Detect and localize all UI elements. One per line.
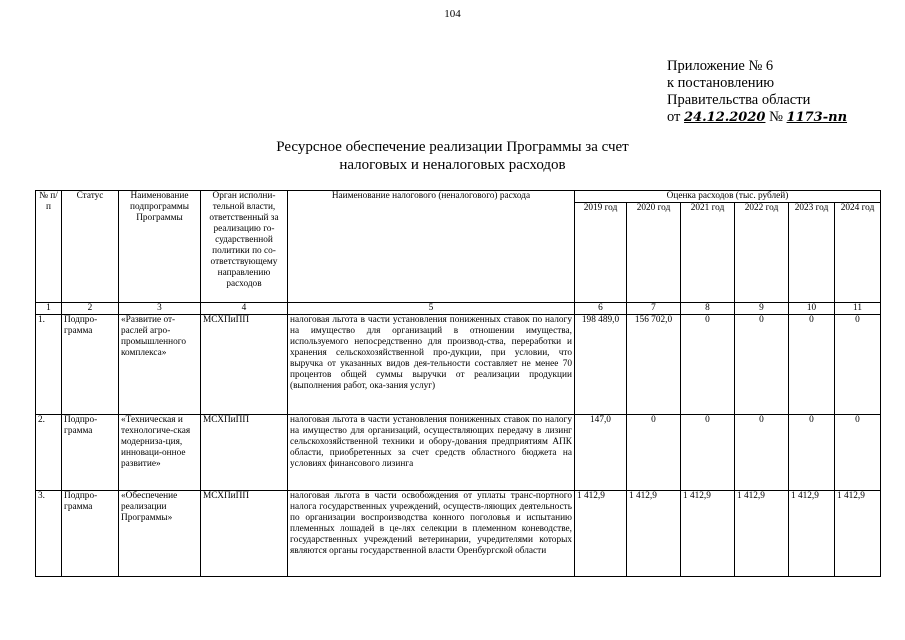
header-year: 2024 год — [835, 203, 881, 303]
column-number: 11 — [835, 303, 881, 315]
row-value: 0 — [789, 315, 835, 415]
row-value: 0 — [627, 415, 681, 491]
row-organ: МСХПиПП — [201, 315, 288, 415]
column-number-row — [36, 303, 881, 315]
column-number: 1 — [36, 303, 62, 315]
row-subprogram: «Обеспечение реализации Программы» — [119, 491, 201, 577]
column-number: 4 — [201, 303, 288, 315]
column-number: 9 — [735, 303, 789, 315]
row-subprogram: «Техническая и технологиче-ская модерниза-ция, инноваци-онное развитие» — [119, 415, 201, 491]
appendix-line-1: Приложение № 6 — [667, 58, 774, 74]
resource-table — [35, 190, 881, 577]
row-value: 0 — [835, 415, 881, 491]
header-organ: Орган исполни-тельной власти, ответственный за реализацию го-сударственной политики по со-ответствующему направлению расходов — [201, 191, 288, 303]
date-prefix: от — [667, 109, 681, 125]
row-value: 1 412,9 — [627, 491, 681, 577]
row-status: Подпро-грамма — [62, 315, 119, 415]
row-value: 156 702,0 — [627, 315, 681, 415]
handwritten-number: 1173-пп — [786, 110, 848, 125]
row-value: 0 — [681, 415, 735, 491]
header-status: Статус — [62, 191, 119, 303]
title-line-2: налоговых и неналоговых расходов — [339, 157, 566, 173]
column-number: 8 — [681, 303, 735, 315]
row-value: 0 — [735, 415, 789, 491]
row-value: 1 412,9 — [835, 491, 881, 577]
header-year: 2021 год — [681, 203, 735, 303]
appendix-line-3: Правительства области — [667, 92, 811, 108]
header-year: 2019 год — [575, 203, 627, 303]
row-value: 1 412,9 — [735, 491, 789, 577]
row-expense: налоговая льгота в части установления пониженных ставок по налогу на имущество для организаций, осуществляющих передачу в лизинг сельскохозяйственной техники и обору-дования предприятиям АПК области, приобретенных за счет средств областного бюджета на условиях финансового лизинга — [288, 415, 575, 491]
row-status: Подпро-грамма — [62, 415, 119, 491]
column-number: 2 — [62, 303, 119, 315]
row-value: 1 412,9 — [789, 491, 835, 577]
row-value: 0 — [681, 315, 735, 415]
row-value: 147,0 — [575, 415, 627, 491]
row-num: 2. — [36, 415, 62, 491]
row-status: Подпро-грамма — [62, 491, 119, 577]
header-year: 2020 год — [627, 203, 681, 303]
handwritten-date: 24.12.2020 — [684, 110, 766, 125]
row-value: 1 412,9 — [681, 491, 735, 577]
header-num: № п/п — [36, 191, 62, 303]
row-value: 198 489,0 — [575, 315, 627, 415]
row-subprogram: «Развитие от-раслей агро-промышленного комплекса» — [119, 315, 201, 415]
table-row — [36, 491, 881, 577]
page-number: 104 — [444, 8, 461, 20]
column-number: 3 — [119, 303, 201, 315]
row-value: 0 — [835, 315, 881, 415]
header-year: 2023 год — [789, 203, 835, 303]
row-num: 3. — [36, 491, 62, 577]
row-value: 1 412,9 — [575, 491, 627, 577]
title-line-1: Ресурсное обеспечение реализации Программы за счет — [276, 139, 629, 155]
column-number: 6 — [575, 303, 627, 315]
document-title — [0, 138, 905, 174]
column-number: 5 — [288, 303, 575, 315]
row-expense: налоговая льгота в части установления пониженных ставок по налогу на имущество для организаций в отношении имущества, используемого непосредственно для производ-ства, переработки и хранения сельскохозяйственной про-дукции, при условии, что выручка от указанных видов дея-тельности составляет не менее 70 процентов общей суммы выручки от реализации продукции (выполнения работ, ока-зания услуг) — [288, 315, 575, 415]
appendix-line-2: к постановлению — [667, 75, 775, 91]
appendix-date-line — [667, 109, 847, 126]
column-number: 10 — [789, 303, 835, 315]
header-expense: Наименование налогового (неналогового) расхода — [288, 191, 575, 303]
row-value: 0 — [735, 315, 789, 415]
header-estimate: Оценка расходов (тыс. рублей) — [575, 191, 881, 203]
number-prefix: № — [769, 109, 783, 125]
row-organ: МСХПиПП — [201, 491, 288, 577]
header-subprogram: Наименование подпрограммы Программы — [119, 191, 201, 303]
row-organ: МСХПиПП — [201, 415, 288, 491]
row-expense: налоговая льгота в части освобождения от уплаты транс-портного налога государственных учреждений, осуществ-ляющих деятельность по организации воспроизводства конного поголовья и испытанию племенных лошадей в це-лях селекции в племенном коневодстве, государственных учреждений ветеринарии, учредителями которых являются органы государственной власти Оренбургской области — [288, 491, 575, 577]
column-number: 7 — [627, 303, 681, 315]
table-row — [36, 415, 881, 491]
header-year: 2022 год — [735, 203, 789, 303]
table-row — [36, 315, 881, 415]
row-value: 0 — [789, 415, 835, 491]
row-num: 1. — [36, 315, 62, 415]
appendix-block — [667, 58, 847, 126]
